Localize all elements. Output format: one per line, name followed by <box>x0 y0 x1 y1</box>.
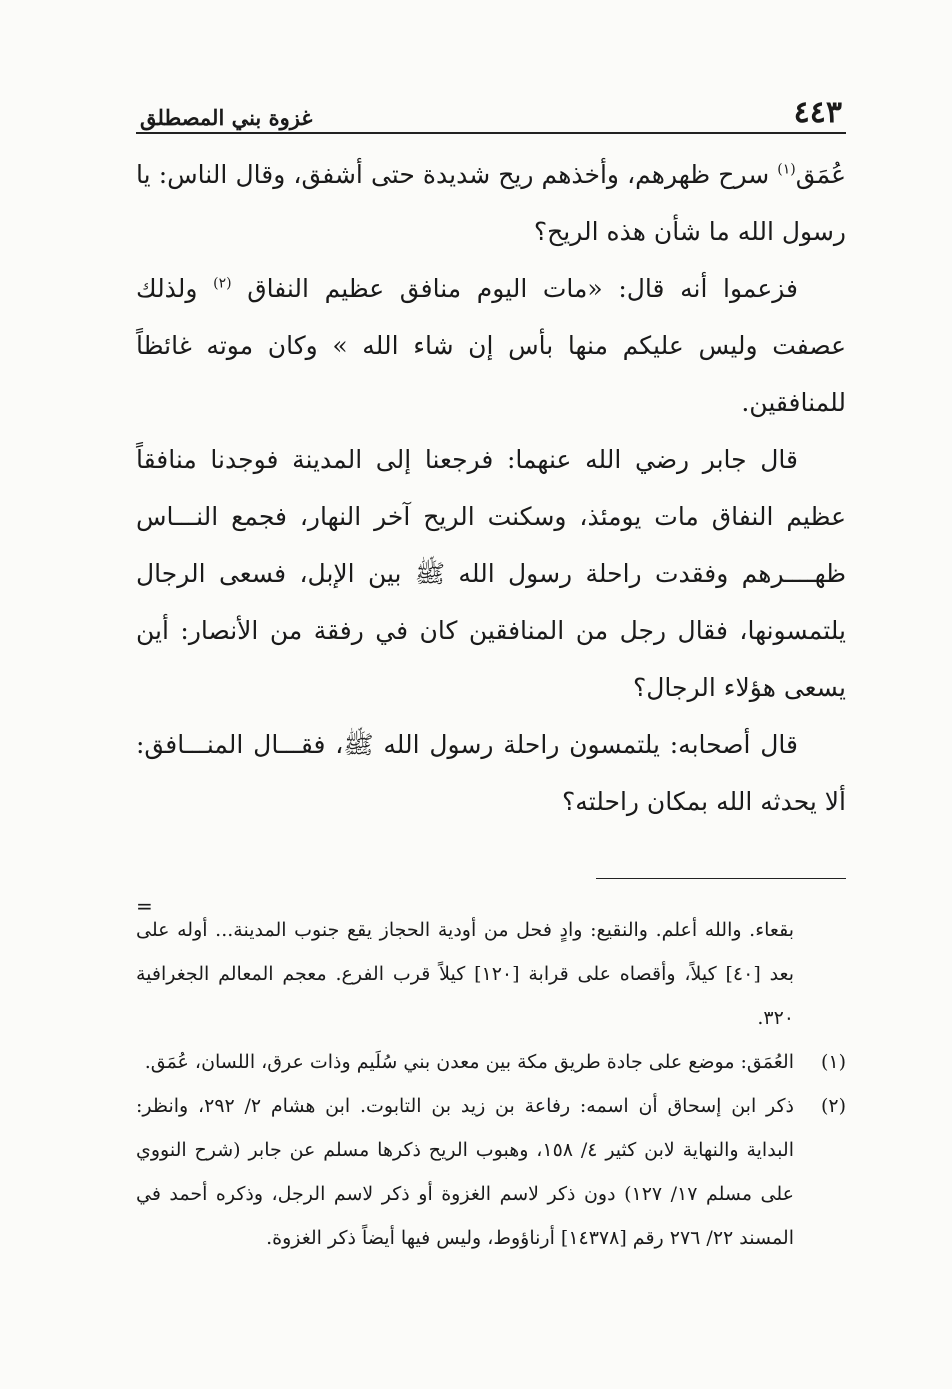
footnote-2-text: ذكر ابن إسحاق أن اسمه: رفاعة بن زيد بن التابوت. ابن هشام ٢/ ٢٩٢، وانظر: البداية والنهاية لابن كثير ٤/ ١٥٨، وهبوب الريح ذكرها مسلم عن جابر (شرح النووي على مسلم ١٧/ ١٢٧) دون ذكر لاسم الغزوة أو ذكر لاسم الرجل، وذكره أحمد في المسند ٢٢/ ٢٧٦ رقم [١٤٣٧٨] أرناؤوط، وليس فيها أيضاً ذكر الغزوة. <box>136 1095 795 1249</box>
paragraph-2-start: فزعموا أنه قال: «مات اليوم منافق عظيم النفاق <box>231 274 799 303</box>
footnote-ref-2[interactable]: (٢) <box>213 275 232 292</box>
book-page <box>136 88 846 1260</box>
footnote-2 <box>136 1084 846 1260</box>
footnote-1-text: العُمَق: موضع على جادة طريق مكة بين معدن بني سُلَيم وذات عرق، اللسان، عُمَق. <box>144 1051 794 1073</box>
footnote-1-number: (١) <box>820 1051 846 1073</box>
footnote-separator <box>136 878 846 918</box>
page-number: ٤٤٣ <box>793 95 842 130</box>
footnote-ref-1[interactable]: (١) <box>777 161 796 178</box>
footnote-1 <box>136 1040 846 1084</box>
main-text <box>136 146 846 830</box>
footnote-2-number: (٢) <box>820 1095 846 1117</box>
paragraph-2 <box>136 260 846 431</box>
paragraph-1 <box>136 146 846 260</box>
chapter-title: غزوة بني المصطلق <box>140 105 313 130</box>
footnote-continuation <box>136 908 846 1040</box>
separator-line <box>596 878 846 879</box>
continuation-marker: = <box>136 894 153 918</box>
footnote-continuation-text: بقعاء. والله أعلم. والنقيع: وادٍ فحل من أودية الحجاز يقع جنوب المدينة... أوله على بعد [٤٠] كيلاً، وأقصاه على قرابة [١٢٠] كيلاً قرب الفرع. معجم المعالم الجغرافية ٣٢٠. <box>136 919 795 1029</box>
running-header <box>136 88 846 134</box>
footnotes <box>136 908 846 1260</box>
paragraph-2-rest: ولذلك عصفت وليس عليكم منها بأس إن شاء الله » وكان موته غائظاً للمنافقين. <box>136 274 846 417</box>
paragraph-1-rest: سرح ظهرهم، وأخذهم ريح شديدة حتى أشفق، وقال الناس: يا رسول الله ما شأن هذه الريح؟ <box>136 160 846 246</box>
paragraph-3: قال جابر رضي الله عنهما: فرجعنا إلى المدينة فوجدنا منافقاً عظيم النفاق مات يومئذ، وسكنت الريح آخر النهار، فجمع النـــاس ظهــــرهم وفقدت راحلة رسول الله ﷺ بين الإبل، فسعى الرجال يلتمسونها، فقال رجل من المنافقين كان في رفقة من الأنصار: أين يسعى هؤلاء الرجال؟ <box>136 445 846 702</box>
paragraph-4: قال أصحابه: يلتمسون راحلة رسول الله ﷺ، فقـــال المنـــافق: ألا يحدثه الله بمكان راحلته؟ <box>136 730 846 816</box>
paragraph-1-start: عُمَق <box>795 160 846 189</box>
